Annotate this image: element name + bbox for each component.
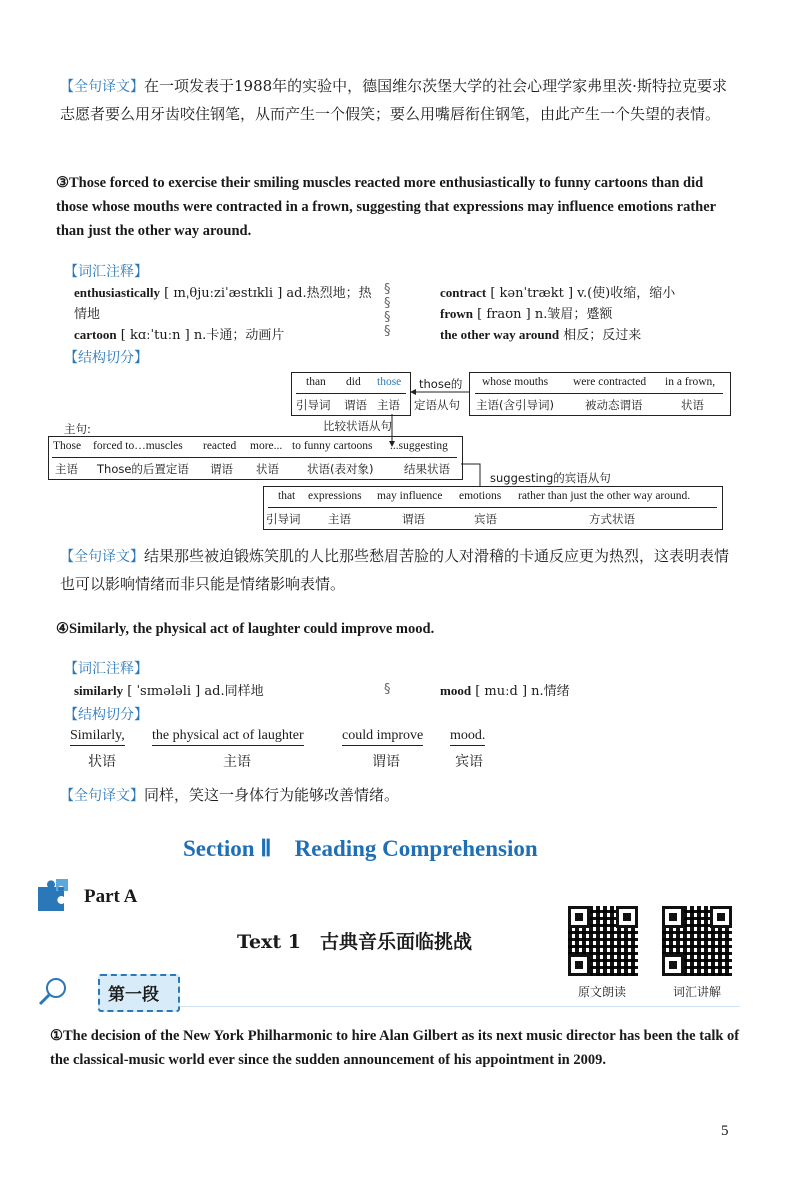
diagram-word: in a frown,	[665, 376, 716, 388]
section-title: Section Ⅱ Reading Comprehension	[183, 836, 538, 861]
vocab-definition: 相反；反过来	[563, 328, 642, 343]
diagram-word: rather than just the other way around.	[518, 490, 691, 502]
diagram-label: 主语(含引导词)	[476, 398, 554, 412]
sentence-4	[56, 617, 736, 641]
diagram-word: those	[377, 376, 402, 388]
vocab-tag: 【词汇注释】	[64, 264, 148, 280]
qr-label: 词汇讲解	[673, 985, 722, 999]
diagram-word: Those	[53, 440, 82, 452]
diagram-word: were contracted	[573, 376, 647, 388]
diagram-label: 方式状语	[589, 512, 635, 526]
divider	[180, 1006, 740, 1007]
diagram-label: 主语	[55, 462, 78, 476]
diagram-word: ...suggesting	[390, 440, 448, 452]
vocab-phonetic: [ ˈsɪmələli ]	[127, 684, 201, 699]
vocab-definition: n.皱眉；蹙额	[534, 307, 613, 322]
sentence-number: ④	[56, 621, 69, 637]
page-number: 5	[721, 1123, 729, 1139]
vocab-word: contract	[440, 285, 487, 300]
diagram-label: 谓语	[344, 398, 367, 412]
diagram-word: that	[278, 490, 296, 502]
sentence-text: Those forced to exercise their smiling muscles reacted more enthusiastically to funny cartoons than did those whose mouths were contracted in a frown, suggesting that expressions may influence emotions rather than just the other way around.	[56, 175, 716, 239]
diagram-label: 状语(表对象)	[307, 462, 374, 476]
diagram-word: Similarly,	[70, 728, 125, 746]
vocab-definition: v.(使)收缩，缩小	[577, 286, 676, 301]
underline	[268, 507, 717, 508]
structure-tag: 【结构切分】	[64, 350, 148, 366]
translation-tag: 【全句译文】	[60, 549, 144, 565]
part-title: Part A	[84, 886, 138, 907]
diagram-label: 宾语	[455, 754, 483, 770]
diagram-word: the physical act of laughter	[152, 728, 304, 746]
vocab-definition: ad.热烈地；热情地	[74, 286, 372, 322]
diagram-label: 主语	[377, 398, 400, 412]
paragraph-label-text: 第一段	[108, 985, 159, 1005]
puzzle-icon	[36, 877, 72, 913]
vocab-word: mood	[440, 683, 472, 698]
diagram-label: 结果状语	[404, 462, 450, 476]
diagram-label: Those的后置定语	[97, 462, 189, 476]
qr-label: 原文朗读	[578, 985, 627, 999]
diagram-label: 定语从句	[414, 398, 460, 412]
diagram-label: 引导词	[266, 512, 301, 526]
diagram-label: 宾语	[474, 512, 497, 526]
vocab-tag: 【词汇注释】	[64, 661, 148, 677]
diagram-word: expressions	[308, 490, 362, 502]
vocab-word: similarly	[74, 683, 124, 698]
vocab-definition: n.卡通；动画片	[193, 328, 285, 343]
diagram-word: than	[306, 376, 326, 388]
translation-text: 同样，笑这一身体行为能够改善情绪。	[144, 786, 400, 804]
vocab-phonetic: [ ɪnˌθjuːziˈæstɪkli ]	[164, 286, 283, 301]
diagram-label: 主语	[223, 754, 251, 770]
diagram-label: 状语	[681, 398, 704, 412]
vocab-definition: n.情绪	[531, 684, 570, 699]
text-title: Text 1 古典音乐面临挑战	[237, 931, 472, 953]
sentence-text: Similarly, the physical act of laughter could improve mood.	[69, 621, 435, 637]
diagram-label: 比较状语从句	[323, 419, 392, 433]
magnifier-icon	[36, 976, 70, 1006]
diagram-label: 状语	[256, 462, 279, 476]
column-divider: §	[384, 682, 391, 697]
vocab-entry	[440, 680, 570, 702]
diagram-label: 谓语	[402, 512, 425, 526]
sentence-number: ③	[56, 175, 69, 191]
diagram-word: did	[346, 376, 361, 388]
diagram-word: reacted	[203, 440, 237, 452]
diagram-word: whose mouths	[482, 376, 549, 388]
diagram-connectors	[0, 0, 800, 560]
translation-text: 在一项发表于1988年的实验中，德国维尔茨堡大学的社会心理学家弗里茨·斯特拉克要求志愿者要么用牙齿咬住钢笔，从而产生一个假笑；要么用嘴唇衔住钢笔，由此产生一个失望的表情。	[60, 77, 727, 123]
vocab-word: enthusiastically	[74, 285, 160, 300]
vocab-phonetic: [ kənˈtrækt ]	[490, 286, 574, 301]
diagram-label: 谓语	[372, 754, 400, 770]
vocab-definition: ad.同样地	[204, 684, 264, 699]
diagram-word: may influence	[377, 490, 443, 502]
sentence-text: The decision of the New York Philharmonic to hire Alan Gilbert as its next music director has been the talk of the classical-music world ever since the sudden announcement of his appointment in 2009.	[50, 1028, 740, 1068]
diagram-label: those的	[419, 377, 463, 391]
diagram-word: more...	[250, 440, 283, 452]
qr-code[interactable]	[568, 906, 638, 976]
vocab-phonetic: [ muːd ]	[475, 684, 528, 699]
vocab-word: cartoon	[74, 327, 117, 342]
diagram-word: could improve	[342, 728, 423, 746]
qr-code[interactable]	[662, 906, 732, 976]
column-divider: § § § §	[384, 282, 391, 339]
sentence-number: ①	[50, 1028, 63, 1044]
translation-4	[60, 782, 740, 810]
diagram-word: to funny cartoons	[292, 440, 373, 452]
translation-tag: 【全句译文】	[60, 79, 144, 95]
structure-tag: 【结构切分】	[64, 707, 148, 723]
diagram-label: 被动态谓语	[585, 398, 643, 412]
vocab-phonetic: [ fraʊn ]	[477, 307, 531, 322]
diagram-word: emotions	[459, 490, 502, 502]
diagram-label: suggesting的宾语从句	[490, 471, 611, 485]
sentence-1	[50, 1024, 740, 1072]
vocab-entry	[74, 680, 264, 702]
translation-3	[60, 543, 740, 598]
diagram-label: 引导词	[296, 398, 331, 412]
vocab-phonetic: [ kɑːˈtuːn ]	[120, 328, 190, 343]
diagram-label: 谓语	[210, 462, 233, 476]
vocab-word: frown	[440, 306, 473, 321]
diagram-label: 状语	[88, 754, 116, 770]
translation-tag: 【全句译文】	[60, 788, 144, 804]
diagram-word: forced to…muscles	[93, 440, 183, 452]
translation-text: 结果那些被迫锻炼笑肌的人比那些愁眉苦脸的人对滑稽的卡通反应更为热烈，这表明表情也可以影响情绪而非只能是情绪影响表情。	[60, 547, 730, 593]
diagram-label: 主语	[328, 512, 351, 526]
diagram-word: mood.	[450, 728, 485, 746]
main-clause-label: 主句:	[64, 422, 91, 436]
vocab-word: the other way around	[440, 327, 560, 342]
